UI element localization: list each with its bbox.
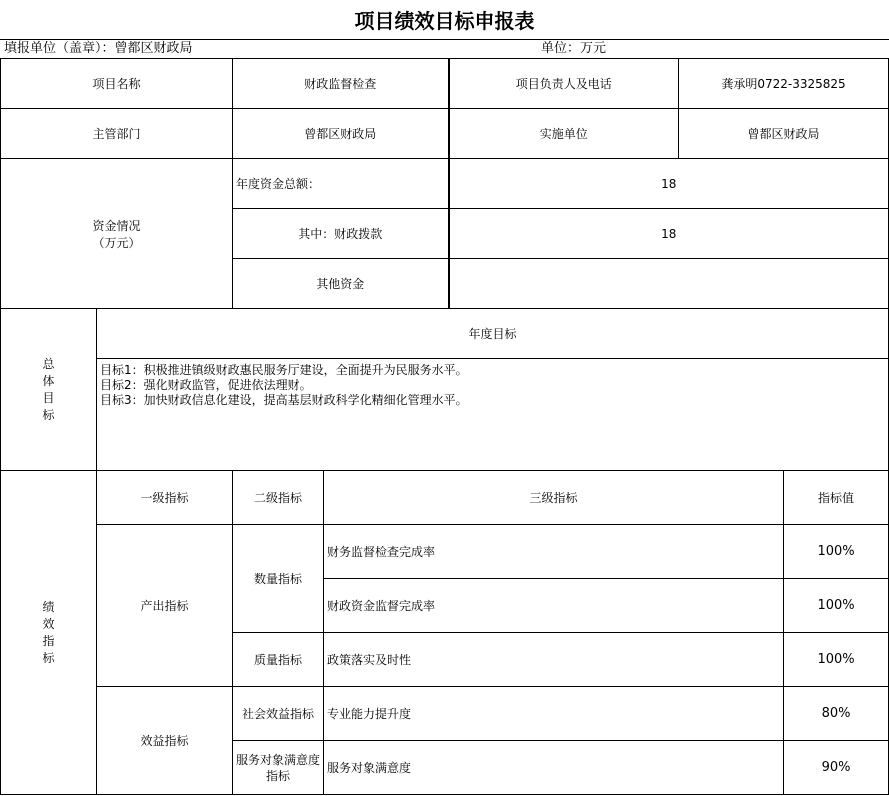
indicator-name: 财务监督检查完成率 [324, 525, 784, 579]
overall-label: 总体目标 [42, 356, 55, 422]
quantity-label: 数量指标 [233, 525, 324, 633]
indicator-value: 100% [784, 579, 889, 633]
funds-label: 资金情况 [92, 218, 141, 233]
indicator-name: 专业能力提升度 [324, 687, 784, 741]
dept-label: 主管部门 [1, 109, 233, 159]
unit-label: 单位：万元 [541, 41, 607, 56]
indicator-value: 100% [784, 525, 889, 579]
indicator-value: 100% [784, 633, 889, 687]
quality-label: 质量指标 [233, 633, 324, 687]
goal-item: 目标3：加快财政信息化建设，提高基层财政科学化精细化管理水平。 [100, 393, 468, 407]
goal-item: 目标2：强化财政监管，促进依法理财。 [100, 378, 312, 392]
impl-value: 曾都区财政局 [679, 109, 889, 159]
annual-goal-label: 年度目标 [97, 309, 889, 359]
performance-label-cell [1, 471, 97, 795]
indicator-name: 财政资金监督完成率 [324, 579, 784, 633]
indicator-name: 服务对象满意度 [324, 741, 784, 795]
funds-fiscal-value: 18 [449, 209, 889, 259]
funds-other-value [449, 259, 889, 309]
impl-label: 实施单位 [449, 109, 679, 159]
header-level3: 三级指标 [324, 471, 784, 525]
funds-fiscal-label: 其中：财政拨款 [233, 209, 449, 259]
page-title: 项目绩效目标申报表 [0, 0, 889, 40]
performance-table [0, 58, 889, 795]
satisfaction-label: 服务对象满意度指标 [233, 741, 324, 795]
manager-value: 龚承明0722-3325825 [679, 59, 889, 109]
overall-label-cell [1, 309, 97, 471]
indicator-value: 90% [784, 741, 889, 795]
social-label: 社会效益指标 [233, 687, 324, 741]
indicator-name: 政策落实及时性 [324, 633, 784, 687]
project-name-label: 项目名称 [1, 59, 233, 109]
funds-other-label: 其他资金 [233, 259, 449, 309]
fill-unit: 填报单位（盖章）：曾都区财政局 [4, 41, 193, 56]
output-label: 产出指标 [97, 525, 233, 687]
indicator-value: 80% [784, 687, 889, 741]
funds-label-unit: （万元） [92, 235, 141, 250]
funds-total-value: 18 [449, 159, 889, 209]
project-name-value: 财政监督检查 [233, 59, 449, 109]
header-level1: 一级指标 [97, 471, 233, 525]
funds-label-cell [1, 159, 233, 309]
benefit-label: 效益指标 [97, 687, 233, 795]
manager-label: 项目负责人及电话 [449, 59, 679, 109]
dept-value: 曾都区财政局 [233, 109, 449, 159]
annual-goals [97, 359, 889, 471]
header-level2: 二级指标 [233, 471, 324, 525]
funds-total-label: 年度资金总额： [233, 159, 449, 209]
goal-item: 目标1：积极推进镇级财政惠民服务厅建设，全面提升为民服务水平。 [100, 363, 468, 377]
performance-label: 绩效指标 [42, 599, 55, 665]
header-value: 指标值 [784, 471, 889, 525]
